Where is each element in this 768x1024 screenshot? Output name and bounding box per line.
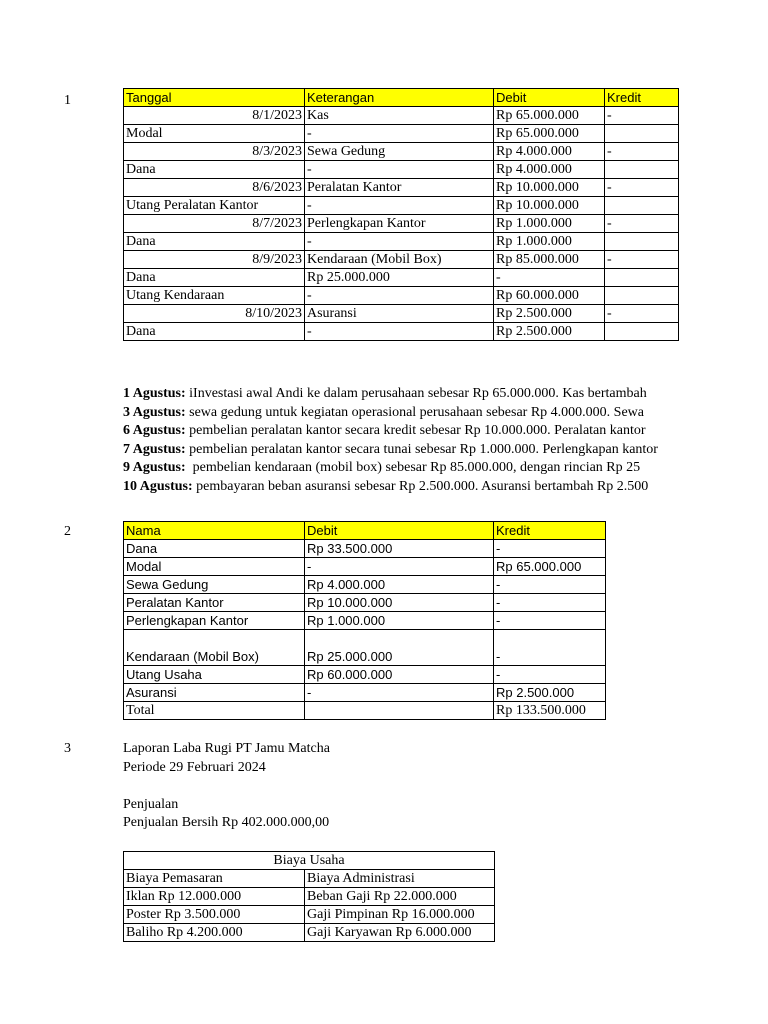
note-date: 10 Agustus: — [123, 478, 193, 494]
date-cell: 8/10/2023 — [124, 305, 305, 323]
table-cell: Poster Rp 3.500.000 — [124, 906, 305, 924]
note-date: 1 Agustus: — [123, 386, 186, 401]
table-cell: - — [494, 594, 606, 612]
header-cell: Biaya Pemasaran — [124, 870, 305, 888]
table-cell: Rp 65.000.000 — [494, 107, 605, 125]
table-row — [124, 179, 679, 197]
total-row — [124, 702, 606, 720]
report-period: Periode 29 Februari 2024 — [123, 759, 266, 775]
table-cell: Rp 1.000.000 — [494, 233, 605, 251]
table-cell: - — [305, 287, 494, 305]
table-cell: - — [605, 251, 679, 269]
table-cell: Rp 2.500.000 — [494, 305, 605, 323]
table-cell: Gaji Karyawan Rp 6.000.000 — [305, 924, 495, 942]
table-cell: Dana — [124, 233, 305, 251]
table-cell: Rp 10.000.000 — [494, 197, 605, 215]
table-row — [124, 107, 679, 125]
table-cell: Baliho Rp 4.200.000 — [124, 924, 305, 942]
table-cell: Rp 60.000.000 — [305, 666, 494, 684]
journal-table — [123, 88, 679, 341]
table-cell — [605, 287, 679, 305]
table-cell: Iklan Rp 12.000.000 — [124, 888, 305, 906]
table-cell — [605, 161, 679, 179]
transaction-notes — [123, 385, 678, 496]
table-cell: - — [605, 143, 679, 161]
header-cell: Debit — [494, 89, 605, 107]
table-cell: - — [605, 215, 679, 233]
table-cell: Perlengkapan Kantor — [305, 215, 494, 233]
table-cell: Rp 65.000.000 — [494, 558, 606, 576]
table-cell: - — [494, 612, 606, 630]
table-cell: - — [305, 323, 494, 341]
note-text: pembayaran beban asuransi sebesar Rp 2.500.000. Asuransi bertambah Rp 2.500 — [192, 478, 649, 494]
table-cell: Rp 33.500.000 — [305, 540, 494, 558]
note-text: sewa gedung untuk kegiatan operasional perusahaan sebesar Rp 4.000.000. Sewa — [185, 404, 645, 420]
table-cell: Modal — [124, 558, 305, 576]
net-sales: Penjualan Bersih Rp 402.000.000,00 — [123, 815, 330, 830]
note-line — [123, 441, 678, 460]
header-cell: Keterangan — [305, 89, 494, 107]
table-cell: Rp 65.000.000 — [494, 125, 605, 143]
table-cell: Kas — [305, 107, 494, 125]
table-cell: - — [605, 107, 679, 125]
table-cell: Utang Kendaraan — [124, 287, 305, 305]
table-row — [124, 215, 679, 233]
table-cell: - — [494, 666, 606, 684]
balance-header-row — [124, 522, 606, 540]
section-number-1: 1 — [64, 93, 71, 108]
trial-balance-table — [123, 521, 606, 720]
table-cell: Kendaraan (Mobil Box) — [305, 251, 494, 269]
table-row — [124, 287, 679, 305]
header-cell: Kredit — [494, 522, 606, 540]
table-cell: Rp 10.000.000 — [305, 594, 494, 612]
table-row — [124, 143, 679, 161]
note-line — [123, 404, 678, 423]
total-value: Rp 133.500.000 — [494, 702, 606, 720]
table-row — [124, 906, 495, 924]
table-cell: Dana — [124, 269, 305, 287]
table-row — [124, 251, 679, 269]
header-cell: Biaya Administrasi — [305, 870, 495, 888]
table-cell: - — [305, 233, 494, 251]
date-cell: 8/3/2023 — [124, 143, 305, 161]
table-row — [124, 666, 606, 684]
expense-title-row — [124, 852, 495, 870]
note-text: pembelian peralatan kantor secara kredit sebesar Rp 10.000.000. Peralatan kantor — [185, 423, 646, 438]
table-cell: Utang Peralatan Kantor — [124, 197, 305, 215]
note-line — [123, 385, 678, 404]
table-cell: Rp 4.000.000 — [494, 161, 605, 179]
table-cell: Kendaraan (Mobil Box) — [124, 630, 305, 666]
table-cell: - — [494, 630, 606, 666]
table-cell: - — [305, 125, 494, 143]
table-cell: Sewa Gedung — [305, 143, 494, 161]
expense-table-title: Biaya Usaha — [124, 852, 495, 870]
table-cell — [605, 323, 679, 341]
header-cell: Kredit — [605, 89, 679, 107]
note-text: iInvestasi awal Andi ke dalam perusahaan sebesar Rp 65.000.000. Kas bertambah — [185, 386, 647, 401]
header-cell: Tanggal — [124, 89, 305, 107]
income-statement-header — [123, 740, 330, 833]
journal-header-row — [124, 89, 679, 107]
table-cell: - — [305, 161, 494, 179]
table-cell: Rp 60.000.000 — [494, 287, 605, 305]
table-cell: Modal — [124, 125, 305, 143]
table-cell: Rp 85.000.000 — [494, 251, 605, 269]
table-row — [124, 540, 606, 558]
header-cell: Nama — [124, 522, 305, 540]
table-row — [124, 576, 606, 594]
table-cell: Rp 25.000.000 — [305, 630, 494, 666]
note-text: pembelian peralatan kantor secara tunai sebesar Rp 1.000.000. Perlengkapan kantor — [185, 441, 658, 457]
table-cell: - — [305, 684, 494, 702]
date-cell: 8/9/2023 — [124, 251, 305, 269]
table-row — [124, 161, 679, 179]
note-date: 7 Agustus: — [123, 441, 186, 457]
table-cell: Gaji Pimpinan Rp 16.000.000 — [305, 906, 495, 924]
table-row — [124, 594, 606, 612]
note-date: 3 Agustus: — [123, 404, 186, 420]
note-line — [123, 422, 678, 441]
table-cell: Dana — [124, 323, 305, 341]
table-cell: Rp 25.000.000 — [305, 269, 494, 287]
table-cell: - — [494, 540, 606, 558]
table-row — [124, 924, 495, 942]
table-row — [124, 612, 606, 630]
table-cell: Rp 1.000.000 — [494, 215, 605, 233]
table-cell: Peralatan Kantor — [305, 179, 494, 197]
section-number-2: 2 — [64, 524, 71, 539]
note-text: pembelian kendaraan (mobil box) sebesar Rp 85.000.000, dengan rincian Rp 25 — [185, 460, 641, 475]
table-cell: Asuransi — [305, 305, 494, 323]
table-row — [124, 684, 606, 702]
table-cell — [605, 233, 679, 251]
table-row — [124, 630, 606, 666]
table-cell — [305, 702, 494, 720]
table-cell: Perlengkapan Kantor — [124, 612, 305, 630]
table-cell: Rp 4.000.000 — [305, 576, 494, 594]
table-cell: Peralatan Kantor — [124, 594, 305, 612]
note-line — [123, 478, 678, 497]
table-cell: Rp 2.500.000 — [494, 684, 606, 702]
table-row — [124, 888, 495, 906]
table-cell: - — [494, 576, 606, 594]
table-cell — [605, 197, 679, 215]
table-cell: Rp 2.500.000 — [494, 323, 605, 341]
operating-expense-table — [123, 851, 495, 942]
table-cell: Sewa Gedung — [124, 576, 305, 594]
table-cell: Rp 4.000.000 — [494, 143, 605, 161]
note-date: 9 Agustus: — [123, 460, 186, 475]
table-row — [124, 197, 679, 215]
table-cell: - — [605, 305, 679, 323]
table-row — [124, 323, 679, 341]
note-line — [123, 459, 678, 478]
date-cell: 8/7/2023 — [124, 215, 305, 233]
table-cell: - — [494, 269, 605, 287]
date-cell: 8/1/2023 — [124, 107, 305, 125]
table-cell: Utang Usaha — [124, 666, 305, 684]
sales-label: Penjualan — [123, 796, 179, 812]
section-number-3: 3 — [64, 741, 71, 756]
table-cell: - — [305, 197, 494, 215]
table-row — [124, 305, 679, 323]
table-cell: Dana — [124, 161, 305, 179]
table-cell: Rp 1.000.000 — [305, 612, 494, 630]
table-cell: - — [605, 179, 679, 197]
table-cell: Asuransi — [124, 684, 305, 702]
table-row — [124, 558, 606, 576]
table-cell: - — [305, 558, 494, 576]
table-cell — [605, 269, 679, 287]
table-row — [124, 125, 679, 143]
table-cell: Dana — [124, 540, 305, 558]
table-row — [124, 233, 679, 251]
total-label: Total — [124, 702, 305, 720]
header-cell: Debit — [305, 522, 494, 540]
table-cell — [605, 125, 679, 143]
date-cell: 8/6/2023 — [124, 179, 305, 197]
table-cell: Beban Gaji Rp 22.000.000 — [305, 888, 495, 906]
table-row — [124, 269, 679, 287]
expense-header-row — [124, 870, 495, 888]
note-date: 6 Agustus: — [123, 423, 186, 438]
report-title: Laporan Laba Rugi PT Jamu Matcha — [123, 741, 330, 756]
table-cell: Rp 10.000.000 — [494, 179, 605, 197]
